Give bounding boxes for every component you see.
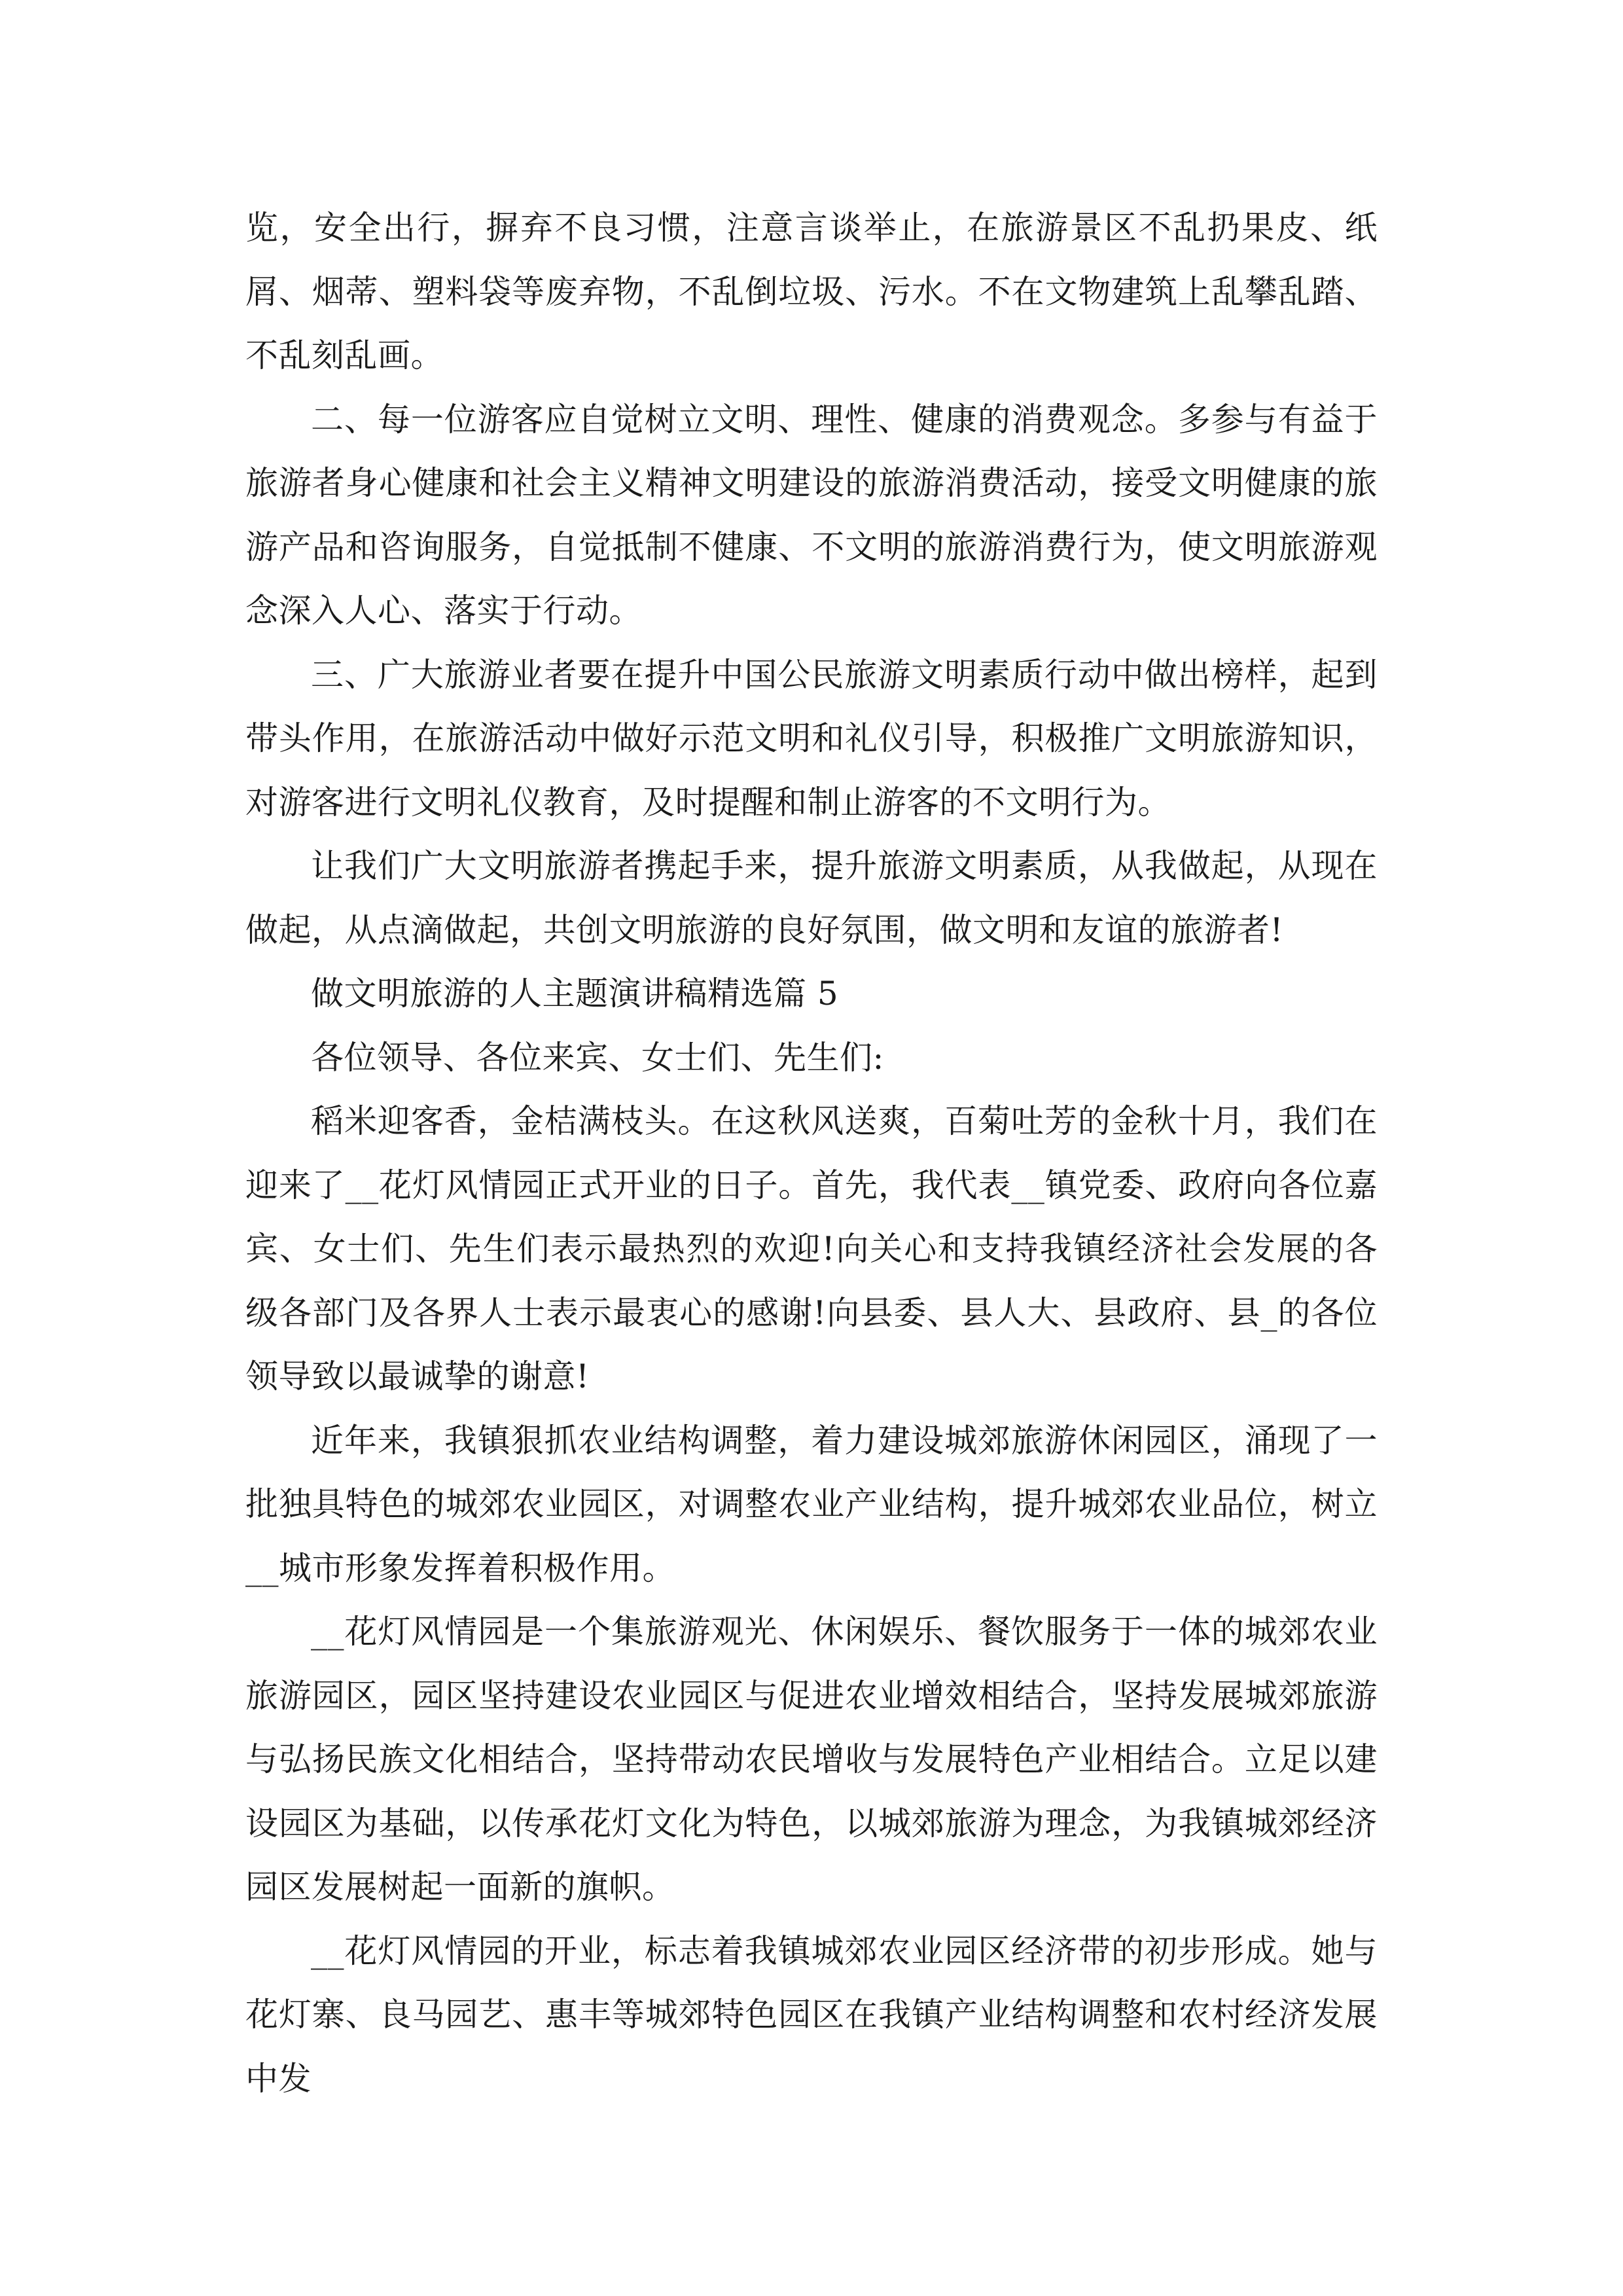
paragraph-7: 稻米迎客香，金桔满枝头。在这秋风送爽，百菊吐芳的金秋十月，我们在迎来了__花灯风情园正式开业的日子。首先，我代表__镇党委、政府向各位嘉宾、女士们、先生们表示最热烈的欢迎!向关心和支持我镇经济社会发展的各级各部门及各界人士表示最衷心的感谢!向县委、县人大、县政府、县_的各位领导致以最诚挚的谢意! (245, 1102, 1378, 1395)
paragraph-9: __花灯风情园是一个集旅游观光、休闲娱乐、餐饮服务于一体的城郊农业旅游园区，园区坚持建设农业园区与促进农业增效相结合，坚持发展城郊旅游与弘扬民族文化相结合，坚持带动农民增收与发展特色产业相结合。立足以建设园区为基础，以传承花灯文化为特色，以城郊旅游为理念，为我镇城郊经济园区发展树起一面新的旗帜。 (245, 1613, 1378, 1906)
salutation: 各位领导、各位来宾、女士们、先生们: (311, 1038, 884, 1077)
paragraph-10: __花灯风情园的开业，标志着我镇城郊农业园区经济带的初步形成。她与花灯寨、良马园艺、惠丰等城郊特色园区在我镇产业结构调整和农村经济发展中发 (245, 1931, 1378, 2098)
paragraph-1: 览，安全出行，摒弃不良习惯，注意言谈举止，在旅游景区不乱扔果皮、纸屑、烟蒂、塑料袋等废弃物，不乱倒垃圾、污水。不在文物建筑上乱攀乱踏、不乱刻乱画。 (245, 209, 1378, 374)
paragraph-2: 二、每一位游客应自觉树立文明、理性、健康的消费观念。多参与有益于旅游者身心健康和社会主义精神文明建设的旅游消费活动，接受文明健康的旅游产品和咨询服务，自觉抵制不健康、不文明的旅游消费行为，使文明旅游观念深入人心、落实于行动。 (245, 400, 1378, 630)
paragraph-3: 三、广大旅游业者要在提升中国公民旅游文明素质行动中做出榜样，起到带头作用，在旅游活动中做好示范文明和礼仪引导，积极推广文明旅游知识，对游客进行文明礼仪教育，及时提醒和制止游客的不文明行为。 (245, 655, 1378, 821)
paragraph-4: 让我们广大文明旅游者携起手来，提升旅游文明素质，从我做起，从现在做起，从点滴做起，共创文明旅游的良好氛围，做文明和友谊的旅游者! (245, 847, 1378, 949)
section-heading: 做文明旅游的人主题演讲稿精选篇 5 (311, 975, 839, 1013)
document-body (245, 196, 1378, 2111)
paragraph-8: 近年来，我镇狠抓农业结构调整，着力建设城郊旅游休闲园区，涌现了一批独具特色的城郊农业园区，对调整农业产业结构，提升城郊农业品位，树立__城市形象发挥着积极作用。 (245, 1421, 1378, 1587)
